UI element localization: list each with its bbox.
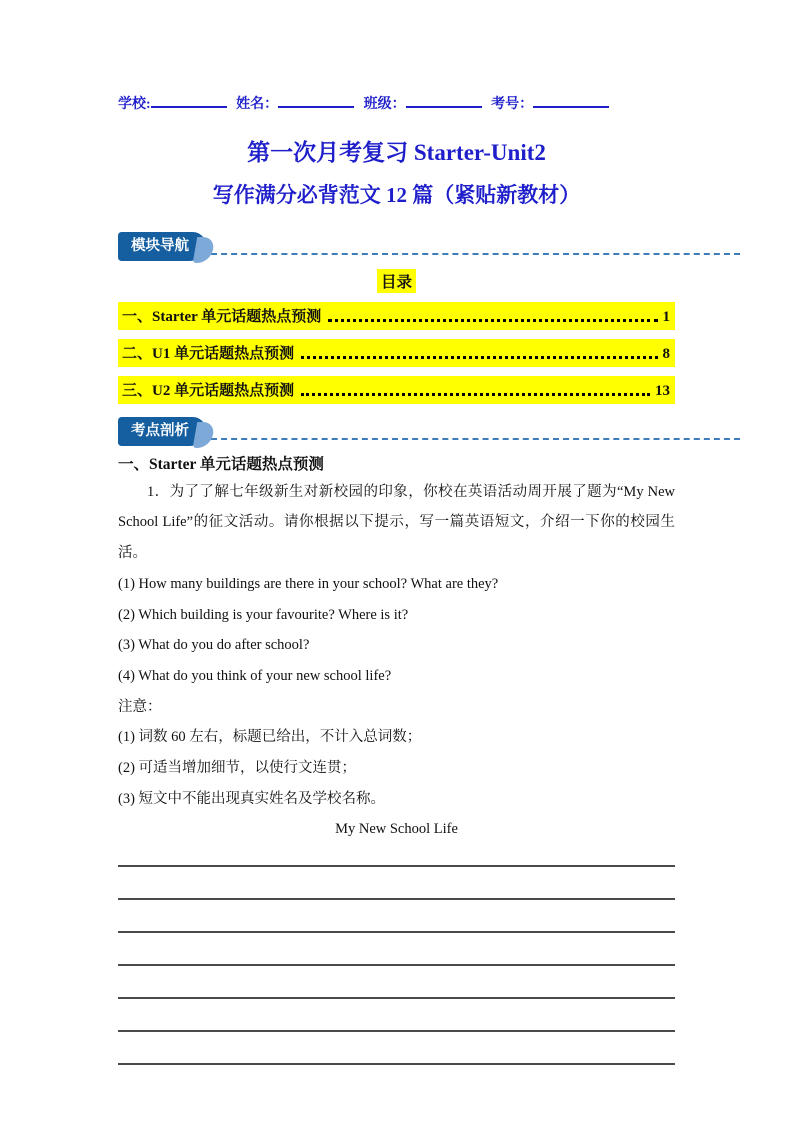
- dashed-divider: [211, 253, 740, 255]
- writing-prompt: 1．为了了解七年级新生对新校园的印象，你校在英语活动周开展了题为“My New School Life”的征文活动。请你根据以下提示，写一篇英语短文，介绍一下你的校园生活。: [118, 483, 675, 562]
- toc-item-starter[interactable]: [118, 302, 675, 330]
- writing-line: [118, 999, 675, 1032]
- doc-title: 第一次月考复习 Starter-Unit2: [247, 140, 546, 165]
- doc-subtitle: 写作满分必背范文 12 篇（紧贴新教材）: [212, 183, 581, 208]
- writing-line: [118, 900, 675, 933]
- essay-title: My New School Life: [335, 821, 458, 838]
- class-label: 班级：: [363, 97, 406, 112]
- writing-line: [118, 845, 675, 867]
- school-label: 学校:: [118, 97, 151, 112]
- toc-dot-leader: [328, 319, 657, 322]
- prompt-question-3: (3) What do you do after school?: [118, 637, 310, 654]
- exam-number-blank: [533, 95, 609, 108]
- notes-heading: 注意：: [118, 698, 162, 715]
- toc-item-label: 一、Starter 单元话题热点预测: [122, 308, 322, 325]
- note-3: (3) 短文中不能出现真实姓名及学校名称。: [118, 790, 386, 807]
- toc-page-number: 1: [662, 308, 670, 325]
- school-field: [118, 97, 227, 112]
- toc-item-u2[interactable]: [118, 376, 675, 404]
- class-field: [364, 97, 482, 112]
- toc-dot-leader: [301, 393, 650, 396]
- writing-line: [118, 867, 675, 900]
- toc-item-label: 二、U1 单元话题热点预测: [122, 345, 295, 362]
- writing-line: [118, 966, 675, 999]
- prompt-question-1: (1) How many buildings are there in your school? What are they?: [118, 575, 499, 592]
- module-nav-badge: 模块导航: [118, 232, 206, 261]
- exam-number-field: [491, 97, 609, 112]
- prompt-question-2: (2) Which building is your favourite? Where is it?: [118, 606, 409, 623]
- writing-area: [118, 845, 675, 1065]
- student-info-row: [118, 93, 675, 113]
- class-blank: [406, 95, 482, 108]
- exam-analysis-section-header: [118, 417, 740, 446]
- writing-line: [118, 1032, 675, 1065]
- toc-item-label: 三、U2 单元话题热点预测: [122, 382, 295, 399]
- toc-heading-row: [118, 269, 675, 293]
- toc-item-u1[interactable]: [118, 339, 675, 367]
- writing-task-body: [118, 477, 675, 845]
- toc-page-number: 8: [662, 345, 670, 362]
- exam-analysis-badge: 考点剖析: [118, 417, 206, 446]
- module-nav-section-header: [118, 232, 740, 261]
- section-heading: 一、Starter 单元话题热点预测: [118, 455, 324, 473]
- toc-dot-leader: [301, 356, 657, 359]
- school-blank: [151, 95, 227, 108]
- toc-page-number: 13: [655, 382, 670, 399]
- exam-number-label: 考号：: [491, 97, 534, 112]
- note-2: (2) 可适当增加细节，以使行文连贯；: [118, 760, 357, 777]
- note-1: (1) 词数 60 左右，标题已给出，不计入总词数；: [118, 729, 422, 746]
- prompt-question-4: (4) What do you think of your new school life?: [118, 667, 392, 684]
- name-field: [236, 97, 354, 112]
- name-label: 姓名：: [236, 97, 279, 112]
- toc-heading: 目录: [377, 269, 416, 293]
- name-blank: [278, 95, 354, 108]
- dashed-divider: [211, 438, 740, 440]
- writing-line: [118, 933, 675, 966]
